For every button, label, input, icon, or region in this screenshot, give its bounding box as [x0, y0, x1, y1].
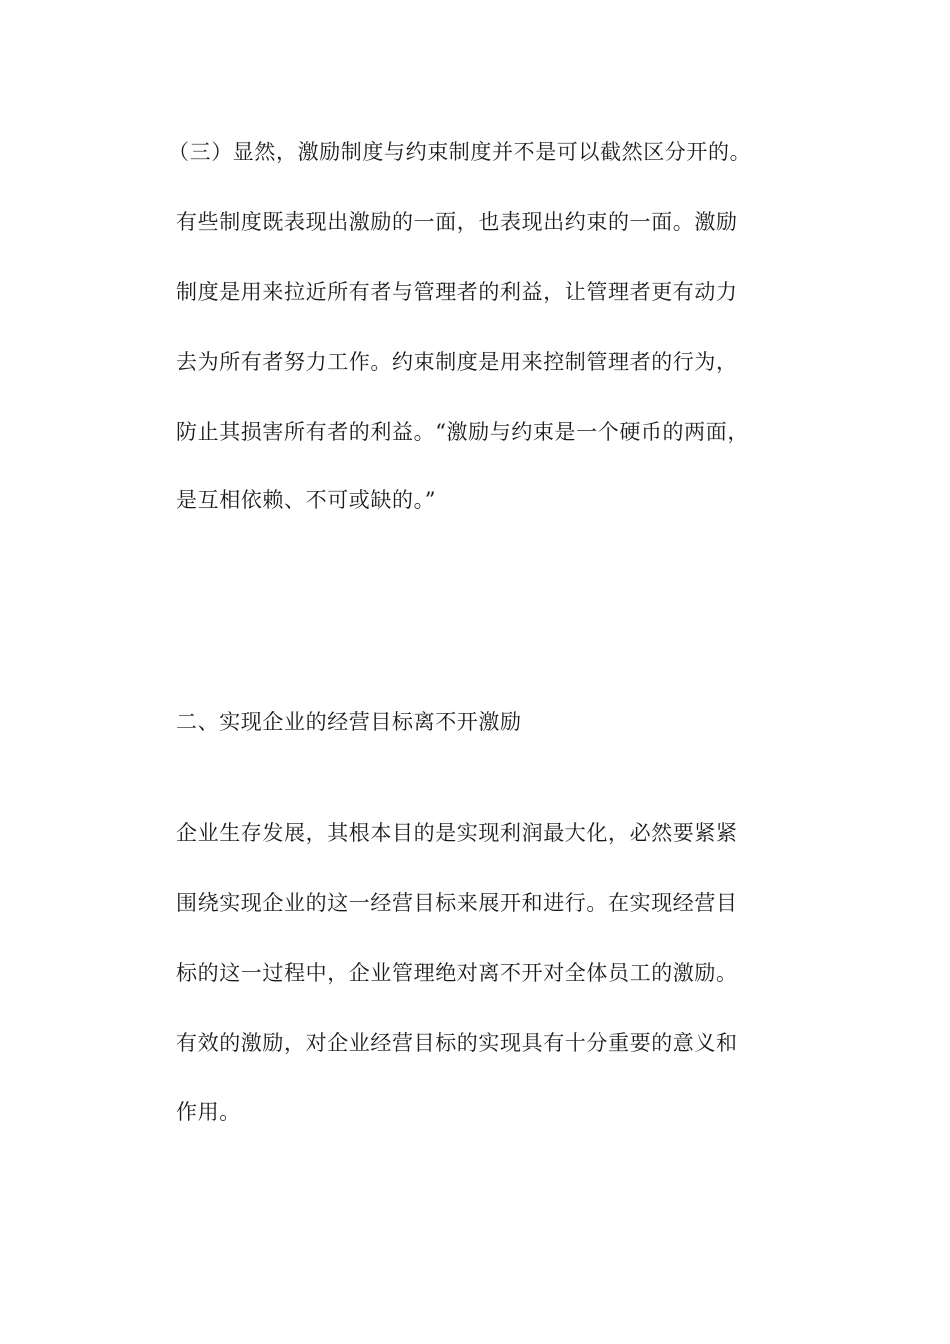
section-2-heading: 二、实现企业的经营目标离不开激励 — [176, 710, 522, 734]
paragraph-2-line-1: 企业生存发展，其根本目的是实现利润最大化，必然要紧紧 — [176, 821, 738, 845]
paragraph-2-line-3: 标的这一过程中，企业管理绝对离不开对全体员工的激励。 — [176, 961, 738, 985]
paragraph-2-line-2: 围绕实现企业的这一经营目标来展开和进行。在实现经营目 — [176, 891, 738, 915]
paragraph-2-line-4: 有效的激励，对企业经营目标的实现具有十分重要的意义和 — [176, 1031, 738, 1055]
paragraph-1-line-2: 有些制度既表现出激励的一面，也表现出约束的一面。激励 — [176, 210, 738, 234]
paragraph-1-line-6: 是互相依赖、不可或缺的。” — [176, 488, 437, 512]
paragraph-1-line-5: 防止其损害所有者的利益。“激励与约束是一个硬币的两面， — [176, 420, 749, 444]
paragraph-1-line-3: 制度是用来拉近所有者与管理者的利益，让管理者更有动力 — [176, 280, 738, 304]
paragraph-2-line-5: 作用。 — [176, 1100, 241, 1124]
paragraph-1-line-1: （三）显然，激励制度与约束制度并不是可以截然区分开的。 — [168, 140, 752, 164]
paragraph-1-line-4: 去为所有者努力工作。约束制度是用来控制管理者的行为， — [176, 350, 738, 374]
